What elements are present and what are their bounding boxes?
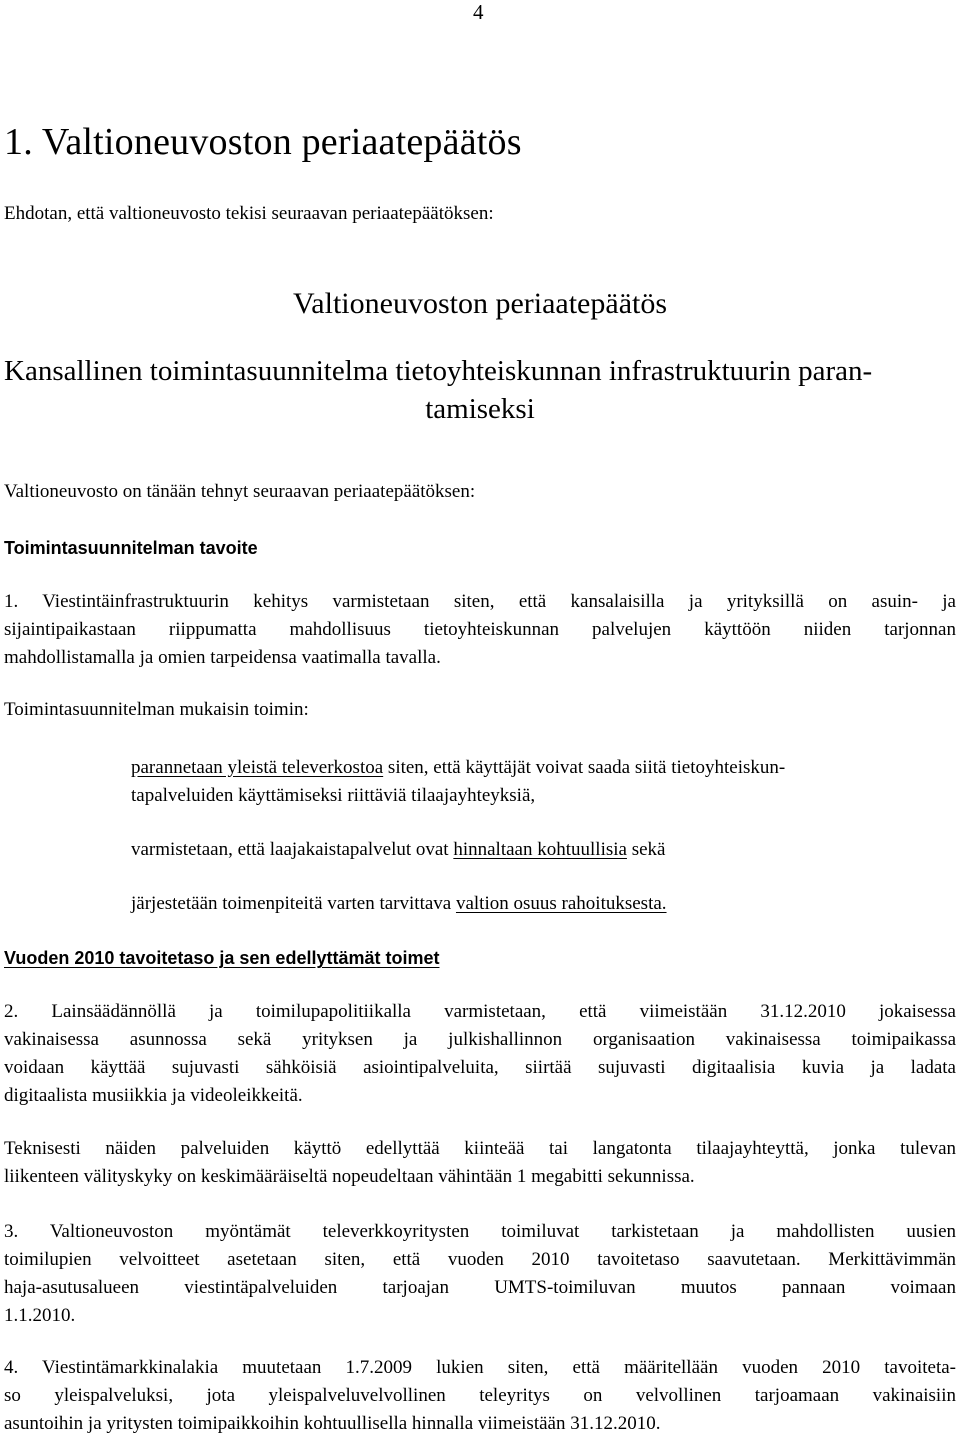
section-title-goal: Toimintasuunnitelman tavoite bbox=[4, 538, 258, 558]
intro-text: Ehdotan, että valtioneuvosto tekisi seuraavan periaatepäätöksen: bbox=[4, 203, 494, 224]
paragraph-5-line: so yleispalveluksi, jota yleispalveluvelvollinen teleyritys on velvollinen tarjoamaan vakinaisiin bbox=[4, 1385, 956, 1406]
action-item-3 bbox=[131, 890, 667, 918]
paragraph-4-line: haja-asutusalueen viestintäpalveluiden tarjoajan UMTS-toimiluvan muutos pannaan voimaan bbox=[4, 1277, 956, 1298]
action-item-2-text-end: sekä bbox=[626, 839, 666, 860]
paragraph-3-line: Teknisesti näiden palveluiden käyttö edellyttää kiinteää tai langatonta tilaajayhteyttä, jonka tulevan bbox=[4, 1138, 956, 1159]
decision-subtitle-line-2: tamiseksi bbox=[425, 393, 535, 425]
paragraph-4 bbox=[4, 1218, 956, 1330]
action-item-1-text: siten, että käyttäjät voivat saada siitä tietoyhteiskun- bbox=[383, 757, 786, 778]
decision-intro: Valtioneuvosto on tänään tehnyt seuraavan periaatepäätöksen: bbox=[4, 481, 476, 502]
paragraph-5-line: asuntoihin ja yritysten toimipaikkoihin kohtuullisella hinnalla viimeistään 31.12.2010. bbox=[4, 1413, 661, 1434]
paragraph-1-line: sijaintipaikastaan riippumatta mahdollisuus tietoyhteiskunnan palvelujen käyttöön niiden tarjonnan bbox=[4, 619, 956, 640]
section-title-2010-text: Vuoden 2010 tavoitetaso ja sen edellyttämät toimet bbox=[4, 948, 440, 968]
paragraph-2-line: 2. Lainsäädännöllä ja toimilupapolitiikalla varmistetaan, että viimeistään 31.12.2010 jokaisessa bbox=[4, 1001, 956, 1022]
paragraph-1-line: 1. Viestintäinfrastruktuurin kehitys varmistetaan siten, että kansalaisilla ja yrityksillä on asuin- ja bbox=[4, 591, 956, 612]
decision-subtitle-line-1: Kansallinen toimintasuunnitelma tietoyhteiskunnan infrastruktuurin paran- bbox=[4, 355, 873, 387]
paragraph-1-line: mahdollistamalla ja omien tarpeidensa vaatimalla tavalla. bbox=[4, 647, 441, 668]
paragraph-3-line: liikenteen välityskyky on keskimääräiseltä nopeudeltaan vähintään 1 megabitti sekunnissa. bbox=[4, 1166, 695, 1187]
actions-intro: Toimintasuunnitelman mukaisin toimin: bbox=[4, 699, 309, 720]
paragraph-4-line: 1.1.2010. bbox=[4, 1305, 76, 1326]
action-item-2-text: varmistetaan, että laajakaistapalvelut ovat bbox=[131, 839, 454, 860]
paragraph-2-line: digitaalista musiikkia ja videoleikkeitä. bbox=[4, 1085, 303, 1106]
paragraph-3 bbox=[4, 1135, 956, 1191]
page-number: 4 bbox=[473, 0, 484, 24]
paragraph-1 bbox=[4, 588, 956, 672]
paragraph-2-line: voidaan käyttää sujuvasti sähköisiä asiointipalveluita, siirtää sujuvasti digitaalisia kuvia ja ladata bbox=[4, 1057, 956, 1078]
action-item-1 bbox=[131, 754, 785, 810]
section-title-2010 bbox=[4, 944, 439, 972]
action-item-1-line-2: tapalveluiden käyttämiseksi riittäviä tilaajayhteyksiä, bbox=[131, 785, 536, 806]
decision-title: Valtioneuvoston periaatepäätös bbox=[292, 287, 668, 320]
action-item-2 bbox=[131, 836, 665, 864]
paragraph-4-line: toimilupien velvoitteet asetetaan siten, että vuoden 2010 tavoitetaso saavutetaan. Merkittävimmän bbox=[4, 1249, 956, 1270]
action-item-1-line-1 bbox=[131, 754, 785, 782]
underlined-phrase: parannetaan yleistä televerkostoa bbox=[131, 757, 384, 778]
main-heading: 1. Valtioneuvoston periaatepäätös bbox=[4, 121, 522, 163]
underlined-phrase: valtion osuus rahoituksesta. bbox=[455, 893, 667, 914]
paragraph-4-line: 3. Valtioneuvoston myöntämät televerkkoyritysten toimiluvat tarkistetaan ja mahdollisten uusien bbox=[4, 1221, 956, 1242]
paragraph-2 bbox=[4, 998, 956, 1110]
paragraph-5-line: 4. Viestintämarkkinalakia muutetaan 1.7.2009 lukien siten, että määritellään vuoden 2010 tavoiteta- bbox=[4, 1357, 956, 1378]
underlined-phrase: hinnaltaan kohtuullisia bbox=[453, 839, 627, 860]
paragraph-2-line: vakinaisessa asunnossa sekä yrityksen ja julkishallinnon organisaation vakinaisessa toimipaikassa bbox=[4, 1029, 956, 1050]
action-item-3-text: järjestetään toimenpiteitä varten tarvittava bbox=[131, 893, 456, 914]
paragraph-5 bbox=[4, 1354, 956, 1438]
